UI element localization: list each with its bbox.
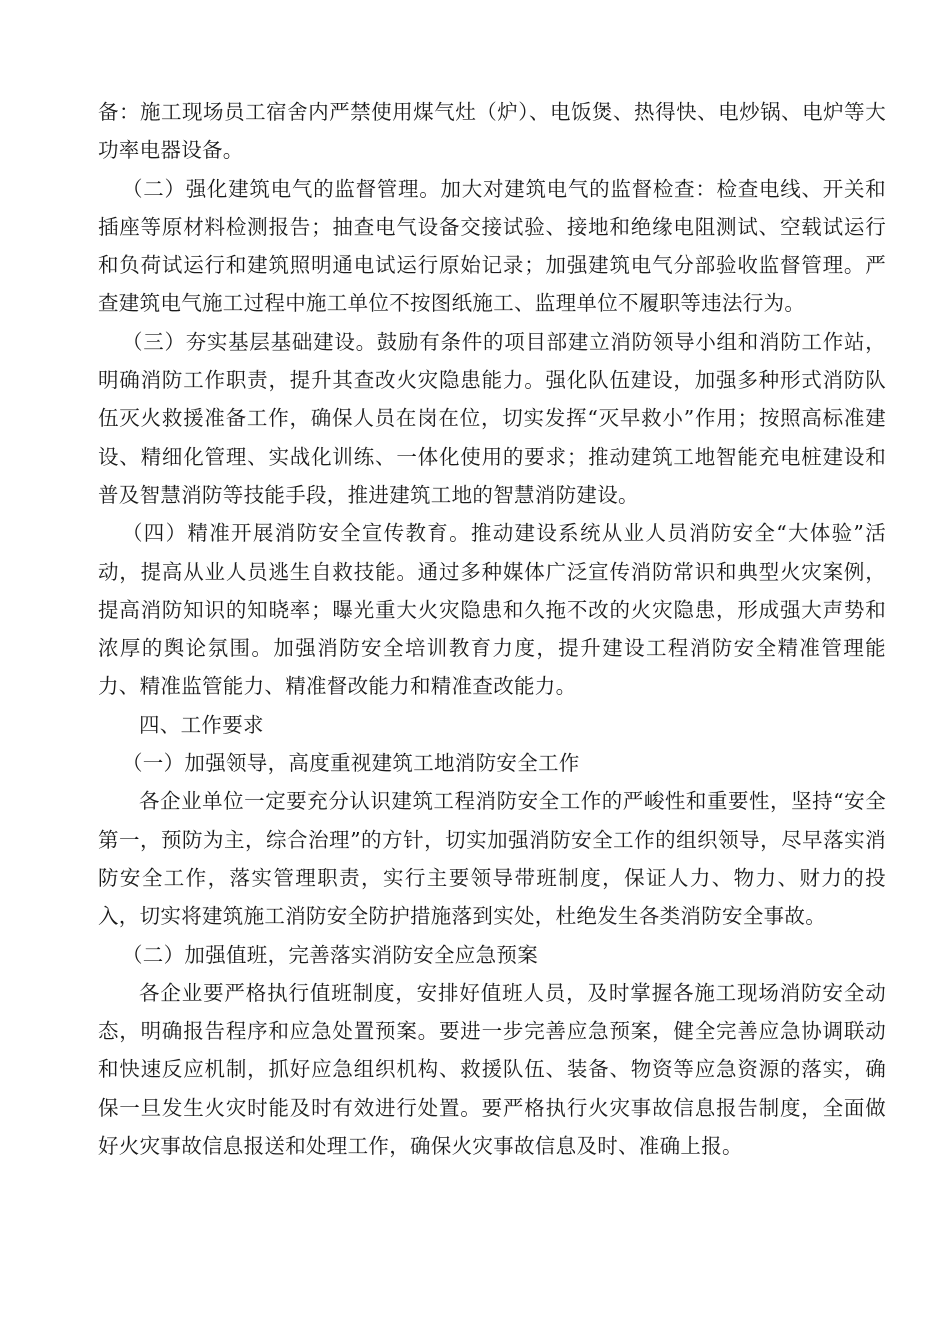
paragraph-section-4: （四）精准开展消防安全宣传教育。推动建设系统从业人员消防安全“大体验”活动，提高从业人员逃生自救技能。通过多种媒体广泛宣传消防常识和典型火灾案例，提高消防知识的知晓率；曝光重大火灾隐患和久拖不改的火灾隐患，形成强大声势和浓厚的舆论氛围。加强消防安全培训教育力度，提升建设工程消防安全精准管理能力、精准监管能力、精准督改能力和精准查改能力。: [98, 521, 886, 699]
paragraph-leadership: 各企业单位一定要充分认识建筑工程消防安全工作的严峻性和重要性，坚持“安全第一，预防为主，综合治理”的方针，切实加强消防安全工作的组织领导，尽早落实消防安全工作，落实管理职责，实行主要领导带班制度，保证人力、物力、财力的投入，切实将建筑施工消防安全防护措施落到实处，杜绝发生各类消防安全事故。: [98, 789, 886, 929]
subheading-leadership: （一）加强领导，高度重视建筑工地消防安全工作: [122, 751, 580, 776]
subheading-duty: （二）加强值班，完善落实消防安全应急预案: [122, 942, 538, 967]
paragraph-section-3: （三）夯实基层基础建设。鼓励有条件的项目部建立消防领导小组和消防工作站，明确消防工作职责，提升其查改火灾隐患能力。强化队伍建设，加强多种形式消防队伍灭火救援准备工作，确保人员在岗在位，切实发挥“灭早救小”作用；按照高标准建设、精细化管理、实战化训练、一体化使用的要求；推动建筑工地智能充电桩建设和普及智慧消防等技能手段，推进建筑工地的智慧消防建设。: [98, 329, 886, 507]
paragraph-section-2: （二）强化建筑电气的监督管理。加大对建筑电气的监督检查：检查电线、开关和插座等原材料检测报告；抽查电气设备交接试验、接地和绝缘电阻测试、空载试运行和负荷试运行和建筑照明通电试运行原始记录；加强建筑电气分部验收监督管理。严查建筑电气施工过程中施工单位不按图纸施工、监理单位不履职等违法行为。: [98, 176, 886, 316]
heading-work-requirements: 四、工作要求: [139, 712, 264, 737]
paragraph-continuation: 备：施工现场员工宿舍内严禁使用煤气灶（炉）、电饭煲、热得快、电炒锅、电炉等大功率电器设备。: [98, 100, 886, 163]
paragraph-duty: 各企业要严格执行值班制度，安排好值班人员，及时掌握各施工现场消防安全动态，明确报告程序和应急处置预案。要进一步完善应急预案，健全完善应急协调联动和快速反应机制，抓好应急组织机构、救援队伍、装备、物资等应急资源的落实，确保一旦发生火灾时能及时有效进行处置。要严格执行火灾事故信息报告制度，全面做好火灾事故信息报送和处理工作，确保火灾事故信息及时、准确上报。: [98, 980, 886, 1159]
document-body: [98, 93, 886, 1165]
